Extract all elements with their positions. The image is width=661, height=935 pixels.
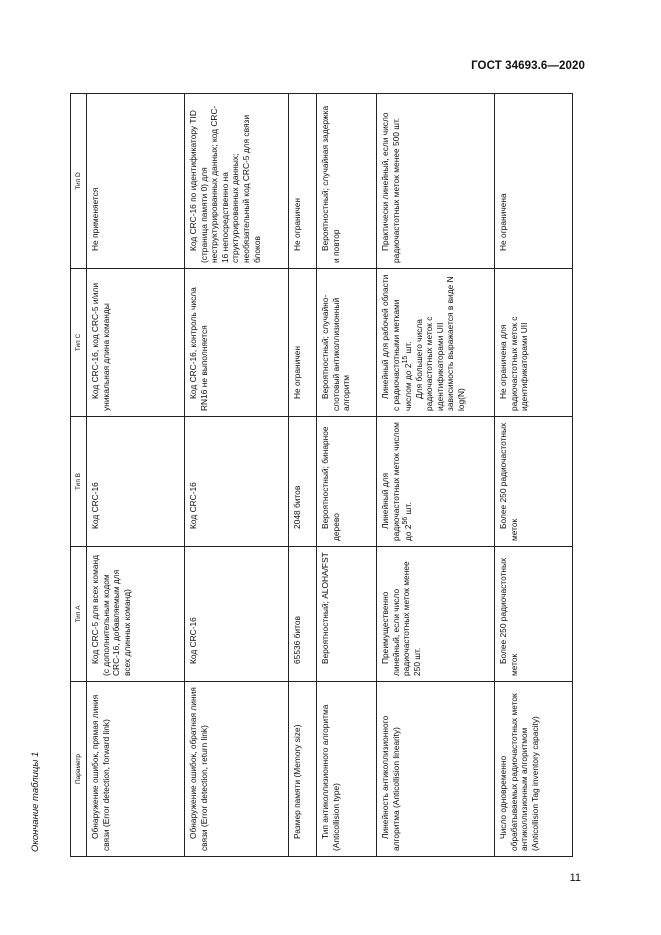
type-b-cell: 2048 битов — [289, 417, 317, 547]
col-header-type-c: Тип C — [71, 269, 87, 417]
type-b-cell: Код CRC-16 — [87, 417, 185, 547]
col-header-parameter: Параметр — [71, 682, 87, 857]
standard-header: ГОСТ 34693.6—2020 — [471, 60, 585, 72]
type-c-cell: Не ограничен — [289, 269, 317, 417]
table-rotator — [70, 94, 570, 857]
param-cell: Обнаружение ошибок, обратная линия связи (Error detection, return link) — [185, 682, 289, 857]
type-d-cell: Не ограничена — [495, 94, 573, 269]
table-row — [317, 94, 377, 857]
page-number: 11 — [569, 872, 581, 884]
type-c-exponent: 15 — [402, 355, 410, 364]
type-a-cell: Код CRC-16 — [185, 547, 289, 682]
type-c-unit: шт. — [402, 341, 413, 356]
table-caption: Окончание таблицы 1 — [30, 751, 41, 852]
type-b-cell: Код CRC-16 — [185, 417, 289, 547]
table-row — [289, 94, 317, 857]
col-header-type-a: Тип A — [71, 547, 87, 682]
param-cell: Линейность антиколлизионного алгоритма (Anticollision linearity) — [377, 682, 495, 857]
table-header-row — [71, 94, 87, 857]
type-c-cell: Не ограничена для радиочастотных меток с идентификаторами UII — [495, 269, 573, 417]
type-a-cell: Более 250 радиочастотных меток — [495, 547, 573, 682]
table-row — [87, 94, 185, 857]
param-cell: Обнаружение ошибок, прямая линия связи (Error detection, forward link) — [87, 682, 185, 857]
type-c-paragraph-2: Для большего числа радиочастотных меток с идентификаторами UII зависимость выражается в виде N log(N) — [413, 276, 466, 411]
specification-table — [70, 93, 573, 857]
type-c-cell: Код CRC-16, код CRC-5 и/или уникальная длина команды — [87, 269, 185, 417]
type-d-cell: Вероятностный; случайная задержка и повтор — [317, 94, 377, 269]
col-header-type-d: Тип D — [71, 94, 87, 269]
type-d-cell: Код CRC-16 по идентификатору TID (страница памяти 0) для неструктурированных данных; код CRC-16 непосредственно на структурированных данных; необязательный код CRC-5 для связи блоков — [185, 94, 289, 269]
param-cell: Размер памяти (Memory size) — [289, 682, 317, 857]
type-c-cell: Вероятностный; случайно-слотовый антиколлизионный алгоритм — [317, 269, 377, 417]
table-row — [185, 94, 289, 857]
type-a-cell: Код CRC-5 для всех команд (с дополнительным кодом CRC-16, добавляемым для всех длинных команд) — [87, 547, 185, 682]
type-d-cell: Практически линейный, если число радиочастотных меток менее 500 шт. — [377, 94, 495, 269]
type-b-cell: Более 250 радиочастотных меток — [495, 417, 573, 547]
param-cell: Число одновременно обрабатываемых радиочастотных меток антиколлизионным алгоритмом (Anticollision Tag inventory capacity) — [495, 682, 573, 857]
type-b-cell — [377, 417, 495, 547]
type-c-cell — [377, 269, 495, 417]
type-c-cell: Код CRC-16, контроль числа RN16 не выполняется — [185, 269, 289, 417]
type-c-paragraph-1 — [380, 274, 414, 411]
type-a-cell: Преимущественно линейный, если число радиочастотных меток менее 250 шт. — [377, 547, 495, 682]
type-a-cell: Вероятностный; ALOHA/FST — [317, 547, 377, 682]
type-d-cell: Не применяется — [87, 94, 185, 269]
table-row — [377, 94, 495, 857]
type-b-cell: Вероятностный; бинарное дерево — [317, 417, 377, 547]
type-b-unit: шт. — [402, 502, 413, 517]
col-header-type-b: Тип B — [71, 417, 87, 547]
type-b-exponent: 56 — [402, 516, 410, 525]
table-row — [495, 94, 573, 857]
param-cell: Тип антиколлизионного алгоритма (Anticollision type) — [317, 682, 377, 857]
type-b-text: Линейный для радиочастотных меток числом до 2 — [380, 422, 413, 541]
type-d-cell: Не ограничен — [289, 94, 317, 269]
type-c-text: Линейный для рабочей области с радиочастотными метками числом до 2 — [380, 274, 413, 411]
type-a-cell: 65536 битов — [289, 547, 317, 682]
